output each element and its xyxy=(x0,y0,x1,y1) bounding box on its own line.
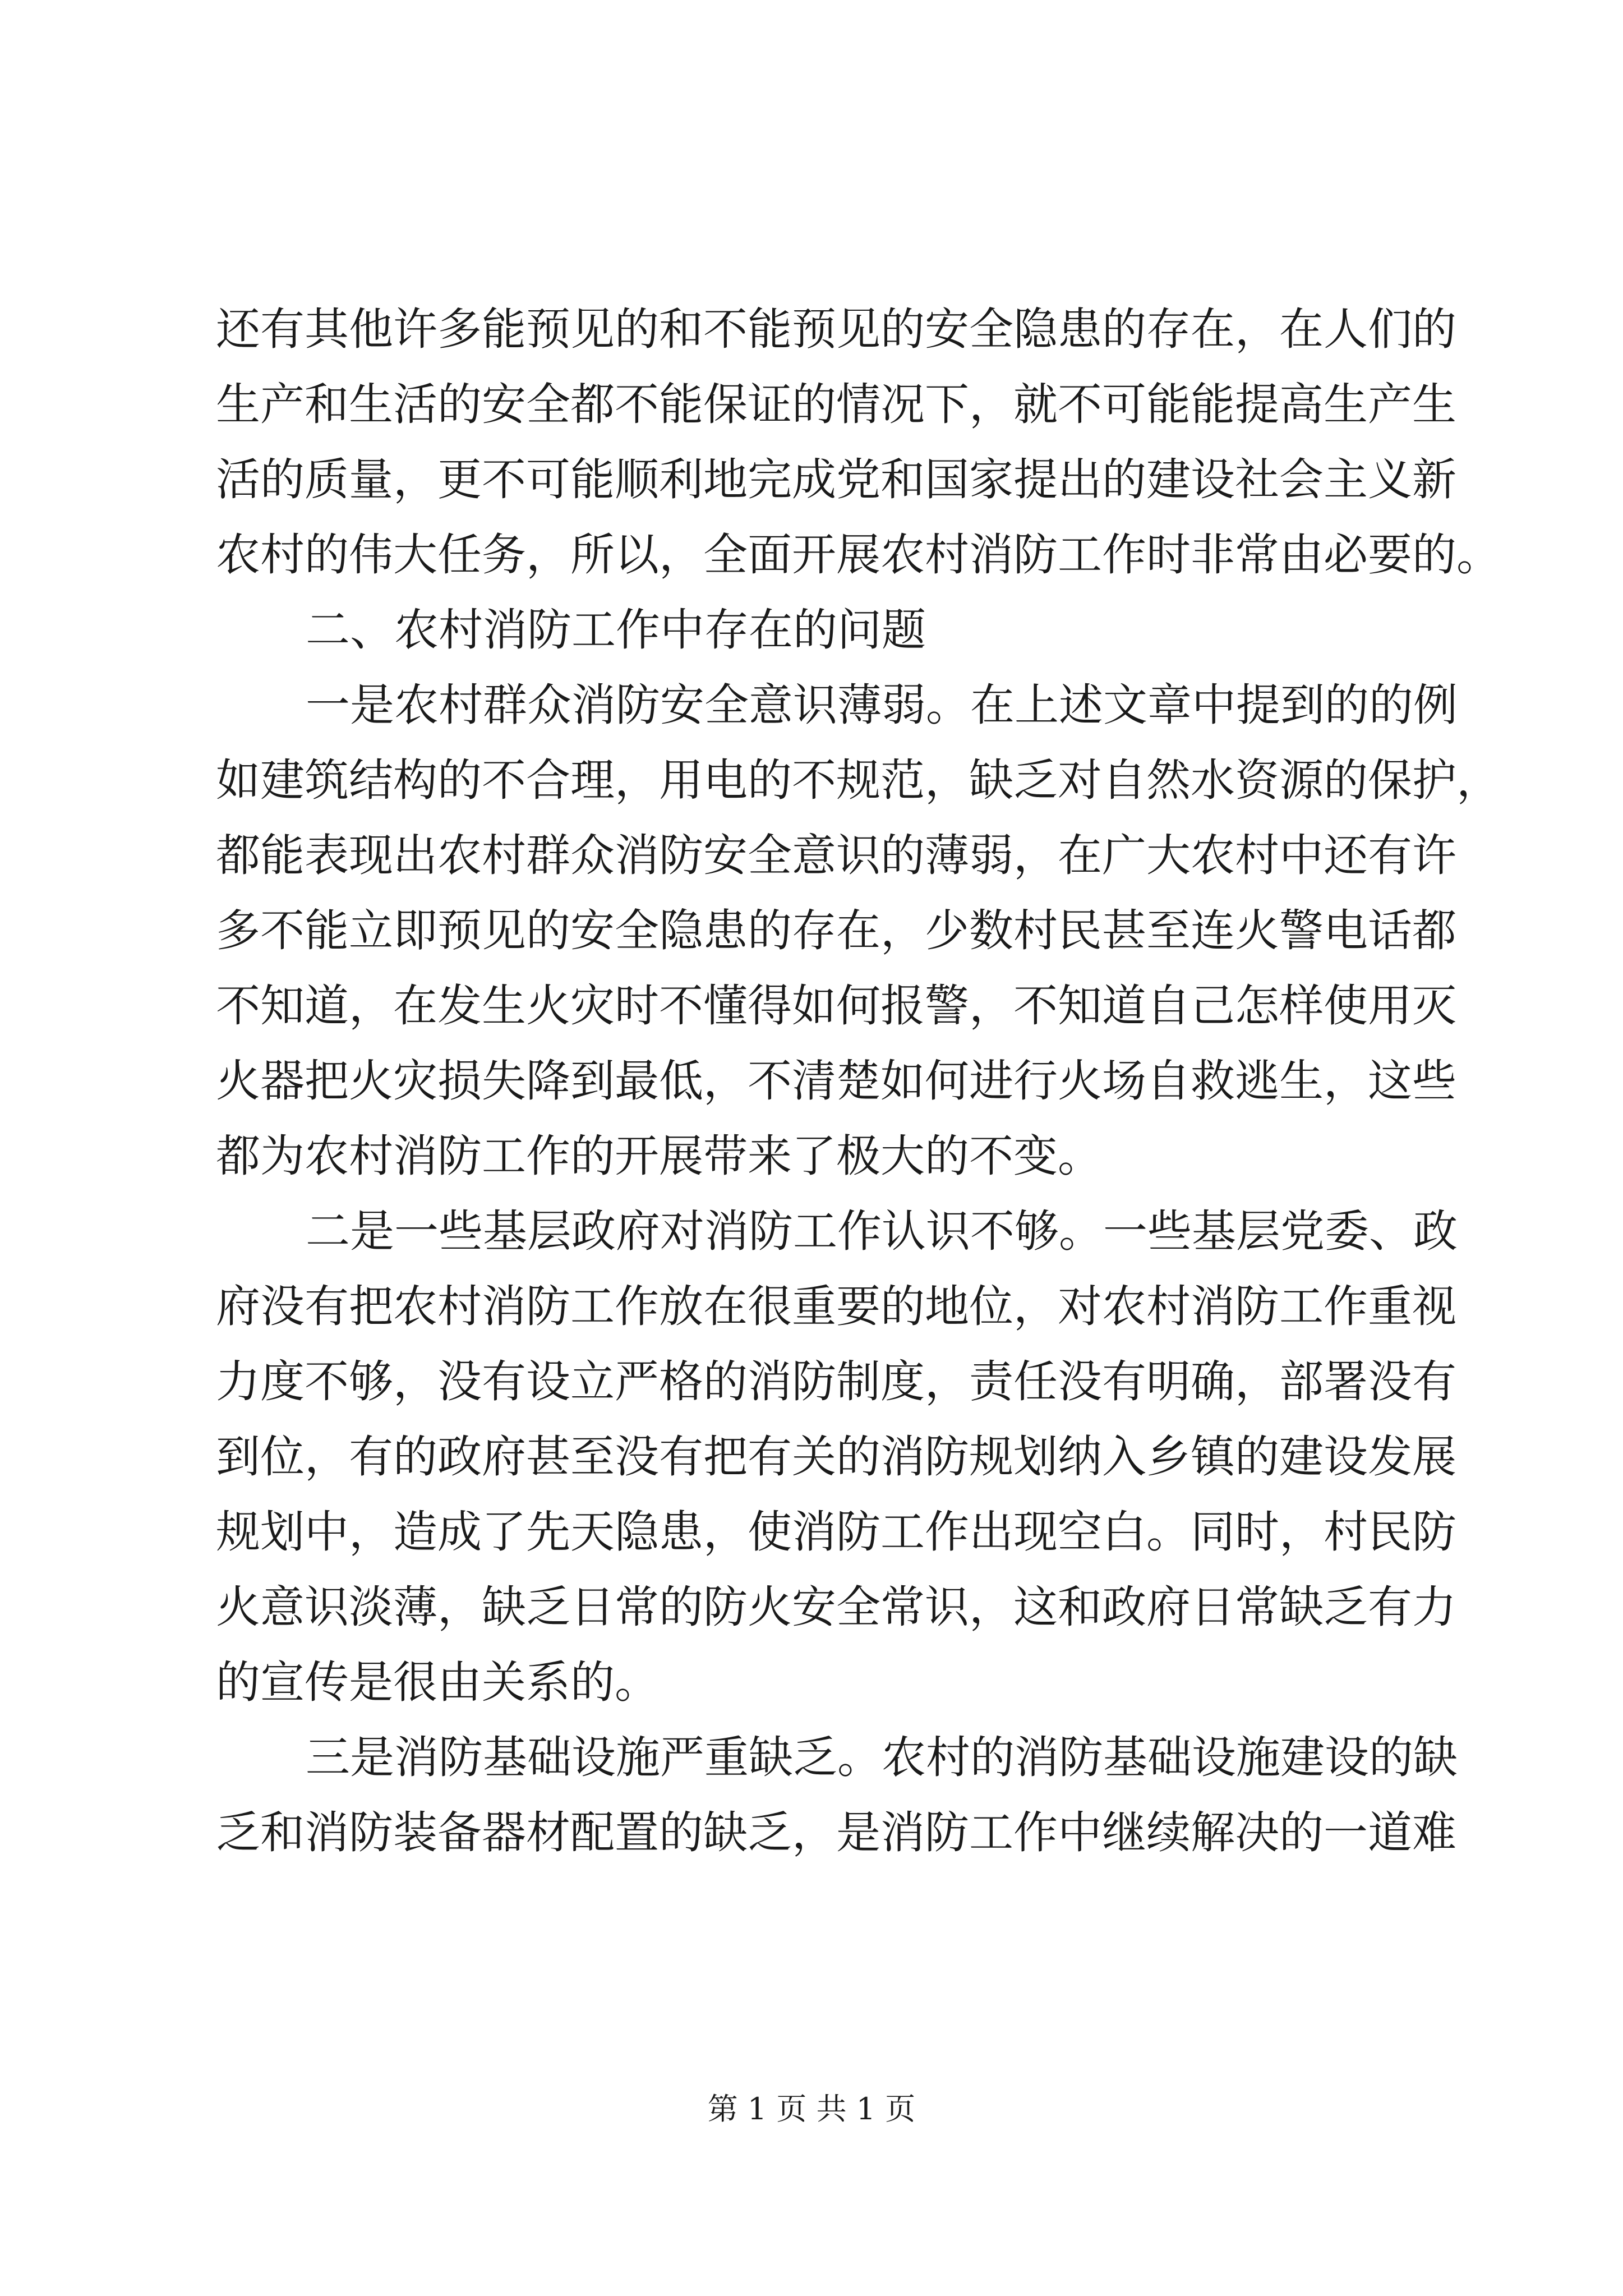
text-line: 不知道，在发生火灾时不懂得如何报警，不知道自己怎样使用灭 xyxy=(216,980,1456,1032)
text-line: 生产和生活的安全都不能保证的情况下，就不可能能提高生产生 xyxy=(216,379,1456,430)
text-line: 都能表现出农村群众消防安全意识的薄弱，在广大农村中还有许 xyxy=(216,830,1456,881)
text-line: 一是农村群众消防安全意识薄弱。在上述文章中提到的的例 xyxy=(306,679,1458,731)
text-line: 府没有把农村消防工作放在很重要的地位，对农村消防工作重视 xyxy=(216,1281,1456,1332)
text-line: 还有其他许多能预见的和不能预见的安全隐患的存在，在人们的 xyxy=(216,303,1456,355)
page-number-label: 第 1 页 共 1 页 xyxy=(707,2091,916,2127)
text-line: 三是消防基础设施严重缺乏。农村的消防基础设施建设的缺 xyxy=(306,1732,1458,1783)
document-body xyxy=(216,292,1501,1870)
text-line: 活的质量，更不可能顺利地完成党和国家提出的建设社会主义新 xyxy=(216,454,1456,505)
text-line: 如建筑结构的不合理，用电的不规范，缺乏对自然水资源的保护， xyxy=(216,754,1501,806)
text-line: 到位，有的政府甚至没有把有关的消防规划纳入乡镇的建设发展 xyxy=(216,1431,1456,1483)
text-line: 力度不够，没有设立严格的消防制度，责任没有明确，部署没有 xyxy=(216,1356,1456,1407)
section-heading: 二、农村消防工作中存在的问题 xyxy=(306,604,926,656)
text-line: 的宣传是很由关系的。 xyxy=(216,1657,659,1708)
text-line: 乏和消防装备器材配置的缺乏，是消防工作中继续解决的一道难 xyxy=(216,1807,1456,1858)
page-footer xyxy=(0,2087,1623,2132)
text-line: 多不能立即预见的安全隐患的存在，少数村民甚至连火警电话都 xyxy=(216,905,1456,956)
text-line: 二是一些基层政府对消防工作认识不够。一些基层党委、政 xyxy=(306,1205,1458,1257)
text-line: 火器把火灾损失降到最低，不清楚如何进行火场自救逃生，这些 xyxy=(216,1055,1456,1107)
text-line: 农村的伟大任务，所以，全面开展农村消防工作时非常由必要的。 xyxy=(216,529,1501,581)
text-line: 火意识淡薄，缺乏日常的防火安全常识，这和政府日常缺乏有力 xyxy=(216,1581,1456,1633)
text-line: 规划中，造成了先天隐患，使消防工作出现空白。同时，村民防 xyxy=(216,1506,1456,1558)
text-line: 都为农村消防工作的开展带来了极大的不变。 xyxy=(216,1130,1102,1182)
